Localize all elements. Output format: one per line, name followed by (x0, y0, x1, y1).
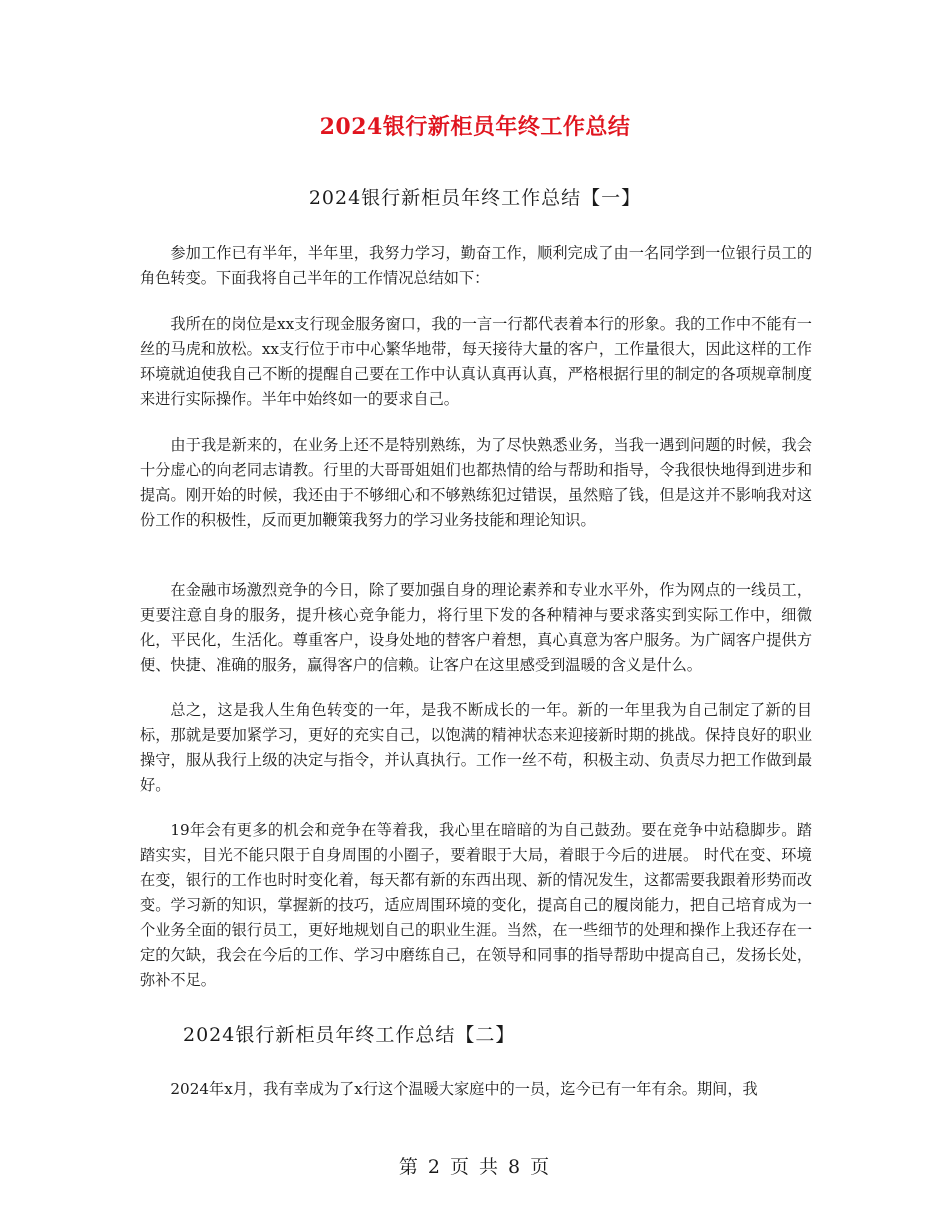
paragraph: 我所在的岗位是xx支行现金服务窗口，我的一言一行都代表着本行的形象。我的工作中不能有一丝的马虎和放松。xx支行位于市中心繁华地带，每天接待大量的客户，工作量很大，因此这样的工作环境就迫使我自己不断的提醒自己要在工作中认真认真再认真，严格根据行里的制定的各项规章制度来进行实际操作。半年中始终如一的要求自己。 (140, 315, 812, 408)
paragraph: 2024年x月，我有幸成为了x行这个温暖大家庭中的一员，迄今已有一年有余。期间，我 (170, 1080, 758, 1098)
section-heading-2: 2024银行新柜员年终工作总结【二】 (183, 1024, 516, 1046)
paragraph: 总之，这是我人生角色转变的一年，是我不断成长的一年。新的一年里我为自己制定了新的目标，那就是要加紧学习，更好的充实自己，以饱满的精神状态来迎接新时期的挑战。保持良好的职业操守，服从我行上级的决定与指令，并认真执行。工作一丝不苟，积极主动、负责尽力把工作做到最好。 (140, 701, 812, 794)
paragraph: 由于我是新来的，在业务上还不是特别熟练，为了尽快熟悉业务，当我一遇到问题的时候，我会十分虚心的向老同志请教。行里的大哥哥姐姐们也都热情的给与帮助和指导，令我很快地得到进步和提高。刚开始的时候，我还由于不够细心和不够熟练犯过错误，虽然赔了钱，但是这并不影响我对这份工作的积极性，反而更加鞭策我努力的学习业务技能和理论知识。 (140, 436, 812, 529)
paragraph: 19年会有更多的机会和竞争在等着我，我心里在暗暗的为自己鼓劲。要在竞争中站稳脚步。踏踏实实，目光不能只限于自身周围的小圈子，要着眼于大局，着眼于今后的进展。 时代在变、环境在变，银行的工作也时时变化着，每天都有新的东西出现、新的情况发生，这都需要我跟着形势而改变。学习新的知识，掌握新的技巧，适应周围环境的变化，提高自己的履岗能力，把自己培育成为一个业务全面的银行员工，更好地规划自己的职业生涯。当然，在一些细节的处理和操作上我还存在一定的欠缺，我会在今后的工作、学习中磨练自己，在领导和同事的指导帮助中提高自己，发扬长处，弥补不足。 (140, 821, 812, 989)
paragraph: 在金融市场激烈竞争的今日，除了要加强自身的理论素养和专业水平外，作为网点的一线员工，更要注意自身的服务，提升核心竞争能力，将行里下发的各种精神与要求落实到实际工作中，细微化，平民化，生活化。尊重客户，设身处地的替客户着想，真心真意为客户服务。为广阔客户提供方便、快捷、准确的服务，赢得客户的信赖。让客户在这里感受到温暖的含义是什么。 (140, 581, 812, 674)
section-heading-1: 2024银行新柜员年终工作总结【一】 (308, 187, 642, 209)
page-number-footer: 第 2 页 共 8 页 (398, 1156, 552, 1178)
document-title: 2024银行新柜员年终工作总结 (319, 114, 631, 140)
paragraph: 参加工作已有半年，半年里，我努力学习，勤奋工作，顺利完成了由一名同学到一位银行员工的角色转变。下面我将自己半年的工作情况总结如下： (140, 244, 812, 287)
